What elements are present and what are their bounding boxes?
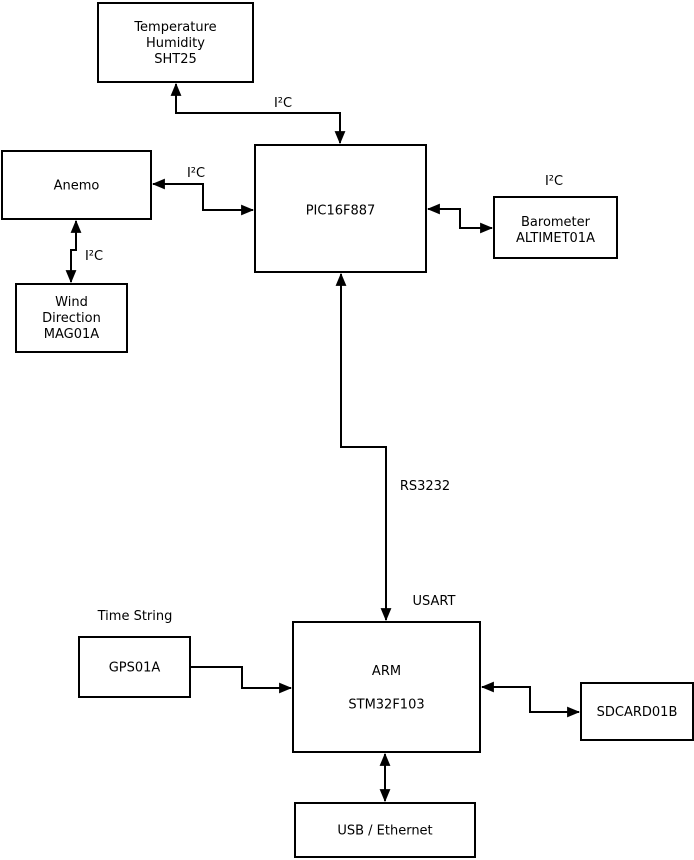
node-arm-box: [293, 622, 480, 752]
edge-label-i2c-sht25: I²C: [273, 96, 293, 111]
edge-anemo-wind: [71, 221, 76, 282]
node-usb-ethernet: [295, 803, 475, 857]
node-gps: [79, 637, 190, 697]
node-sht25: [98, 3, 253, 82]
node-anemo: [2, 151, 151, 219]
node-anemo-label: Anemo: [53, 178, 100, 194]
node-gps-label: GPS01A: [108, 660, 161, 676]
node-sht25-label: Humidity: [146, 36, 205, 51]
node-wind-direction-label: MAG01A: [43, 327, 100, 342]
node-wind-direction-label: Direction: [42, 311, 101, 326]
node-wind-direction: [16, 284, 127, 352]
edge-label-time-string: Time String: [97, 609, 173, 624]
node-sdcard: [581, 683, 693, 740]
edge-pic-barometer: [428, 209, 492, 228]
edge-label-usart: USART: [412, 594, 456, 609]
edge-anemo-pic: [153, 184, 253, 210]
node-barometer: [494, 197, 617, 258]
node-sdcard-label: SDCARD01B: [596, 705, 678, 720]
node-sht25-label: SHT25: [154, 52, 197, 67]
node-pic16f887-label: PIC16F887: [305, 203, 376, 219]
node-arm-label: ARM: [371, 664, 402, 679]
edge-pic-arm: [341, 274, 386, 620]
node-pic16f887: [255, 145, 426, 272]
node-barometer-label: ALTIMET01A: [516, 231, 595, 246]
edge-label-rs3232: RS3232: [399, 479, 451, 494]
node-sht25-label: Temperature: [134, 20, 217, 35]
node-barometer-label: Barometer: [521, 215, 590, 230]
node-usb-ethernet-label: USB / Ethernet: [337, 823, 433, 839]
edge-sht25-pic: [176, 84, 340, 143]
edge-label-i2c-barometer: I²C: [544, 174, 564, 189]
edge-arm-sdcard: [482, 687, 579, 712]
edge-label-i2c-anemo: I²C: [186, 166, 206, 181]
node-arm: [293, 622, 480, 752]
node-arm-label: STM32F103: [348, 697, 425, 713]
edge-gps-arm: [190, 667, 291, 688]
node-wind-direction-label: Wind: [55, 295, 88, 310]
edge-label-i2c-wind: I²C: [84, 249, 104, 264]
